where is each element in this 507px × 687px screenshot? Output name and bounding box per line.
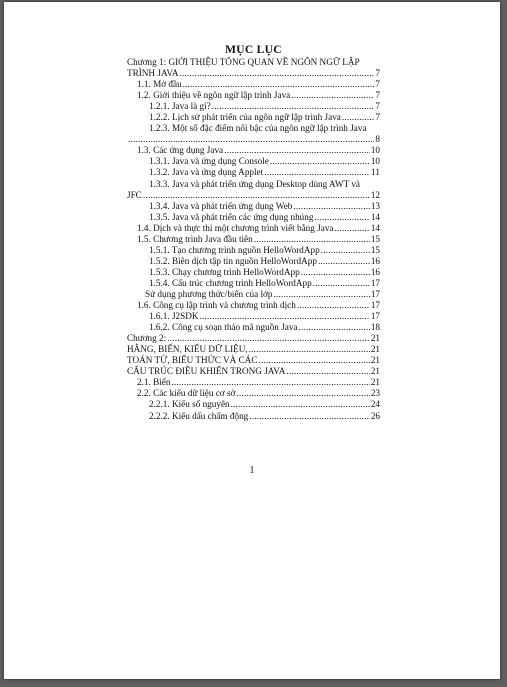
toc-leader-dots bbox=[254, 234, 370, 245]
toc-entry[interactable] bbox=[127, 300, 380, 311]
toc-entry-row bbox=[127, 212, 380, 223]
toc-entry[interactable] bbox=[127, 267, 380, 278]
toc-entry-label: HẰNG, BIẾN, KIỂU DỮ LIỆU, bbox=[127, 344, 248, 355]
toc-entry-label: JFC bbox=[127, 189, 142, 200]
toc-entry-row bbox=[127, 167, 380, 178]
toc-entry-page: 11 bbox=[371, 167, 380, 178]
toc-entry-row bbox=[127, 399, 380, 410]
toc-entry[interactable] bbox=[127, 322, 380, 333]
toc-entry-label: 1.3.5. Java và phát triển các ứng dụng nhúng bbox=[149, 211, 314, 222]
toc-leader-dots bbox=[335, 223, 370, 234]
toc-entry[interactable] bbox=[127, 278, 380, 289]
toc-entry-row bbox=[127, 190, 380, 201]
toc-entry-label: 1.2. Giới thiệu về ngôn ngữ lập trình Java bbox=[137, 90, 291, 101]
toc-entry-label: 1.3.2. Java và ứng dụng Applet bbox=[149, 167, 264, 178]
toc-entry-page: 15 bbox=[370, 233, 380, 244]
toc-entry-page: 13 bbox=[370, 200, 380, 211]
toc-leader-dots bbox=[321, 245, 370, 256]
toc-entry-row bbox=[127, 322, 380, 333]
toc-entry-line: Chương 1: GIỚI THIỆU TỔNG QUAN VỀ NGÔN NGỮ LẬP bbox=[127, 57, 360, 67]
toc-entry-page: 16 bbox=[370, 255, 380, 266]
toc-entry[interactable] bbox=[127, 90, 380, 101]
toc-entry-row bbox=[127, 79, 380, 90]
toc-entry-row bbox=[127, 145, 380, 156]
toc-entry-page: 17 bbox=[370, 311, 380, 322]
toc-entry[interactable] bbox=[127, 57, 380, 79]
toc-entry-page: 7 bbox=[375, 90, 380, 101]
toc-leader-dots bbox=[286, 366, 369, 377]
toc-entry[interactable] bbox=[127, 179, 380, 201]
toc-entry-line: 1.2.3. Một số đặc điểm nổi bậc của ngôn ngữ lập trình Java bbox=[149, 123, 367, 134]
toc-list bbox=[127, 57, 380, 422]
toc-entry-page: 14 bbox=[370, 211, 380, 222]
toc-leader-dots bbox=[183, 79, 375, 90]
toc-entry-page: 17 bbox=[370, 300, 380, 311]
toc-entry-page: 16 bbox=[370, 266, 380, 277]
toc-entry[interactable] bbox=[127, 212, 380, 223]
toc-entry-row bbox=[127, 388, 380, 399]
toc-entry-label: 1.1. Mở đầu bbox=[137, 79, 182, 90]
toc-entry-label: 1.6. Công cụ lập trình và chương trình dịch bbox=[137, 300, 296, 311]
toc-entry-page: 10 bbox=[370, 156, 380, 167]
toc-entry-label: 1.3.4. Java và phát triển ứng dụng Web bbox=[149, 200, 293, 211]
toc-entry-page: 7 bbox=[375, 101, 380, 112]
toc-entry-page: 21 bbox=[370, 377, 380, 388]
toc-entry-row bbox=[127, 333, 380, 344]
toc-entry-page: 17 bbox=[370, 288, 380, 299]
toc-entry-row bbox=[127, 90, 380, 101]
toc-entry-line: 1.3.3. Java và phát triển ứng dụng Desktop dùng AWT và bbox=[149, 178, 361, 189]
toc-entry-label: 2.2. Các kiểu dữ liệu cơ sở bbox=[137, 388, 236, 399]
toc-leader-dots bbox=[200, 311, 370, 322]
toc-entry[interactable] bbox=[127, 289, 380, 300]
toc-entry-label: 1.2.2. Lịch sử phát triển của ngôn ngữ lập trình Java bbox=[149, 112, 341, 123]
toc-entry-row bbox=[127, 355, 380, 366]
toc-entry[interactable] bbox=[127, 411, 380, 422]
toc-entry-page: 7 bbox=[375, 79, 380, 90]
toc-leader-dots bbox=[318, 256, 370, 267]
toc-entry[interactable] bbox=[127, 245, 380, 256]
toc-leader-dots bbox=[179, 68, 374, 79]
toc-entry-page: 15 bbox=[370, 244, 380, 255]
toc-entry[interactable] bbox=[127, 201, 380, 212]
toc-leader-dots bbox=[293, 201, 369, 212]
toc-entry-page: 21 bbox=[370, 366, 380, 377]
toc-leader-dots bbox=[274, 289, 370, 300]
toc-entry-row bbox=[127, 68, 380, 79]
toc-entry[interactable] bbox=[127, 167, 380, 178]
toc-entry-row bbox=[127, 267, 380, 278]
toc-entry-row bbox=[127, 112, 380, 123]
page-number: 1 bbox=[249, 465, 255, 476]
toc-entry-label: 1.5.3. Chạy chương trình HelloWordApp bbox=[149, 266, 300, 277]
toc-entry-row bbox=[127, 256, 380, 267]
toc-entry-row bbox=[127, 311, 380, 322]
toc-entry-row bbox=[127, 201, 380, 212]
document-page bbox=[4, 2, 500, 679]
toc-entry-label: 2.2.2. Kiểu dấu chấm động bbox=[149, 410, 249, 421]
toc-title: MỤC LỤC bbox=[225, 44, 282, 56]
toc-leader-dots bbox=[313, 278, 370, 289]
toc-entry-label: TRÌNH JAVA bbox=[127, 68, 179, 79]
toc-entry-label: 1.6.2. Công cụ soạn thảo mã nguồn Java bbox=[149, 322, 298, 333]
toc-entry[interactable] bbox=[127, 399, 380, 410]
toc-entry[interactable] bbox=[127, 223, 380, 234]
toc-leader-dots bbox=[264, 167, 370, 178]
toc-entry[interactable] bbox=[127, 234, 380, 245]
toc-entry-page: 26 bbox=[370, 410, 380, 421]
toc-leader-dots bbox=[301, 267, 370, 278]
toc-entry-row bbox=[127, 289, 380, 300]
table-of-contents bbox=[127, 44, 380, 422]
toc-leader-dots bbox=[128, 134, 374, 145]
toc-entry[interactable] bbox=[127, 256, 380, 267]
toc-entry-label: 2.2.1. Kiểu số nguyên bbox=[149, 399, 230, 410]
toc-entry[interactable] bbox=[127, 112, 380, 123]
toc-entry-page: 12 bbox=[370, 189, 380, 200]
toc-leader-dots bbox=[270, 156, 370, 167]
toc-entry-label: 1.5.2. Biên dịch tập tin nguồn HelloWordApp bbox=[149, 255, 317, 266]
toc-entry-label: 1.5.1. Tạo chương trình nguồn HelloWordApp bbox=[149, 244, 320, 255]
toc-entry-page: 21 bbox=[370, 344, 380, 355]
toc-entry[interactable] bbox=[127, 355, 380, 366]
toc-leader-dots bbox=[224, 145, 370, 156]
toc-entry-row bbox=[127, 245, 380, 256]
toc-entry[interactable] bbox=[127, 344, 380, 355]
toc-entry[interactable] bbox=[127, 366, 380, 377]
toc-entry-row bbox=[127, 377, 380, 388]
toc-entry-page: 14 bbox=[370, 222, 380, 233]
toc-leader-dots bbox=[297, 300, 370, 311]
toc-entry-page: 17 bbox=[370, 277, 380, 288]
toc-entry[interactable] bbox=[127, 311, 380, 322]
toc-entry-row bbox=[127, 134, 380, 145]
toc-entry-row bbox=[127, 156, 380, 167]
toc-entry-label: Sử dụng phương thức/biến của lớp bbox=[145, 288, 273, 299]
toc-entry-row bbox=[127, 411, 380, 422]
toc-entry-label: 1.5. Chương trình Java đầu tiên bbox=[137, 233, 253, 244]
toc-leader-dots bbox=[143, 190, 370, 201]
toc-entry-label: TOÁN TỬ, BIỂU THỨC VÀ CÁC bbox=[127, 355, 258, 366]
toc-entry-page: 21 bbox=[370, 355, 380, 366]
toc-entry[interactable] bbox=[127, 145, 380, 156]
toc-entry[interactable] bbox=[127, 156, 380, 167]
toc-entry[interactable] bbox=[127, 333, 380, 344]
toc-entry-row bbox=[127, 234, 380, 245]
toc-entry-label: 1.3.1. Java và ứng dụng Console bbox=[149, 156, 269, 167]
toc-leader-dots bbox=[171, 377, 369, 388]
toc-leader-dots bbox=[291, 90, 374, 101]
toc-entry-page: 21 bbox=[370, 333, 380, 344]
toc-entry[interactable] bbox=[127, 101, 380, 112]
toc-entry-row bbox=[127, 344, 380, 355]
toc-leader-dots bbox=[249, 411, 370, 422]
toc-entry-label: CẤU TRÚC ĐIỀU KHIỂN TRONG JAVA bbox=[127, 366, 286, 377]
toc-leader-dots bbox=[258, 355, 369, 366]
toc-leader-dots bbox=[249, 344, 370, 355]
toc-entry-page: 18 bbox=[370, 322, 380, 333]
toc-entry-page: 23 bbox=[370, 388, 380, 399]
toc-entry-page: 10 bbox=[370, 145, 380, 156]
toc-entry-page: 7 bbox=[375, 112, 380, 123]
toc-leader-dots bbox=[231, 399, 370, 410]
toc-entry-page: 24 bbox=[370, 399, 380, 410]
toc-entry-row bbox=[127, 101, 380, 112]
toc-entry-row bbox=[127, 223, 380, 234]
toc-entry[interactable] bbox=[127, 377, 380, 388]
toc-entry[interactable] bbox=[127, 79, 380, 90]
toc-entry-label: 1.2.1. Java là gì? bbox=[149, 101, 211, 112]
toc-entry-label: 1.4. Dịch và thực thi một chương trình viết bằng Java bbox=[137, 222, 334, 233]
toc-leader-dots bbox=[299, 322, 370, 333]
toc-entry-label: 1.6.1. J2SDK bbox=[149, 311, 199, 322]
toc-leader-dots bbox=[342, 112, 375, 123]
toc-entry[interactable] bbox=[127, 388, 380, 399]
toc-entry-page: 8 bbox=[375, 134, 380, 145]
toc-entry-row bbox=[127, 278, 380, 289]
toc-leader-dots bbox=[236, 388, 369, 399]
toc-entry[interactable] bbox=[127, 123, 380, 145]
toc-entry-row bbox=[127, 366, 380, 377]
toc-leader-dots bbox=[212, 101, 375, 112]
toc-leader-dots bbox=[314, 212, 369, 223]
toc-entry-label: 1.3. Các ứng dụng Java bbox=[137, 145, 224, 156]
toc-entry-label: 2.1. Biến bbox=[137, 377, 171, 388]
toc-entry-label: Chương 2: bbox=[127, 333, 167, 344]
toc-entry-page: 7 bbox=[375, 68, 380, 79]
toc-entry-row bbox=[127, 300, 380, 311]
toc-leader-dots bbox=[167, 333, 370, 344]
toc-entry-label: 1.5.4. Cấu trúc chương trình HelloWordApp bbox=[149, 277, 312, 288]
